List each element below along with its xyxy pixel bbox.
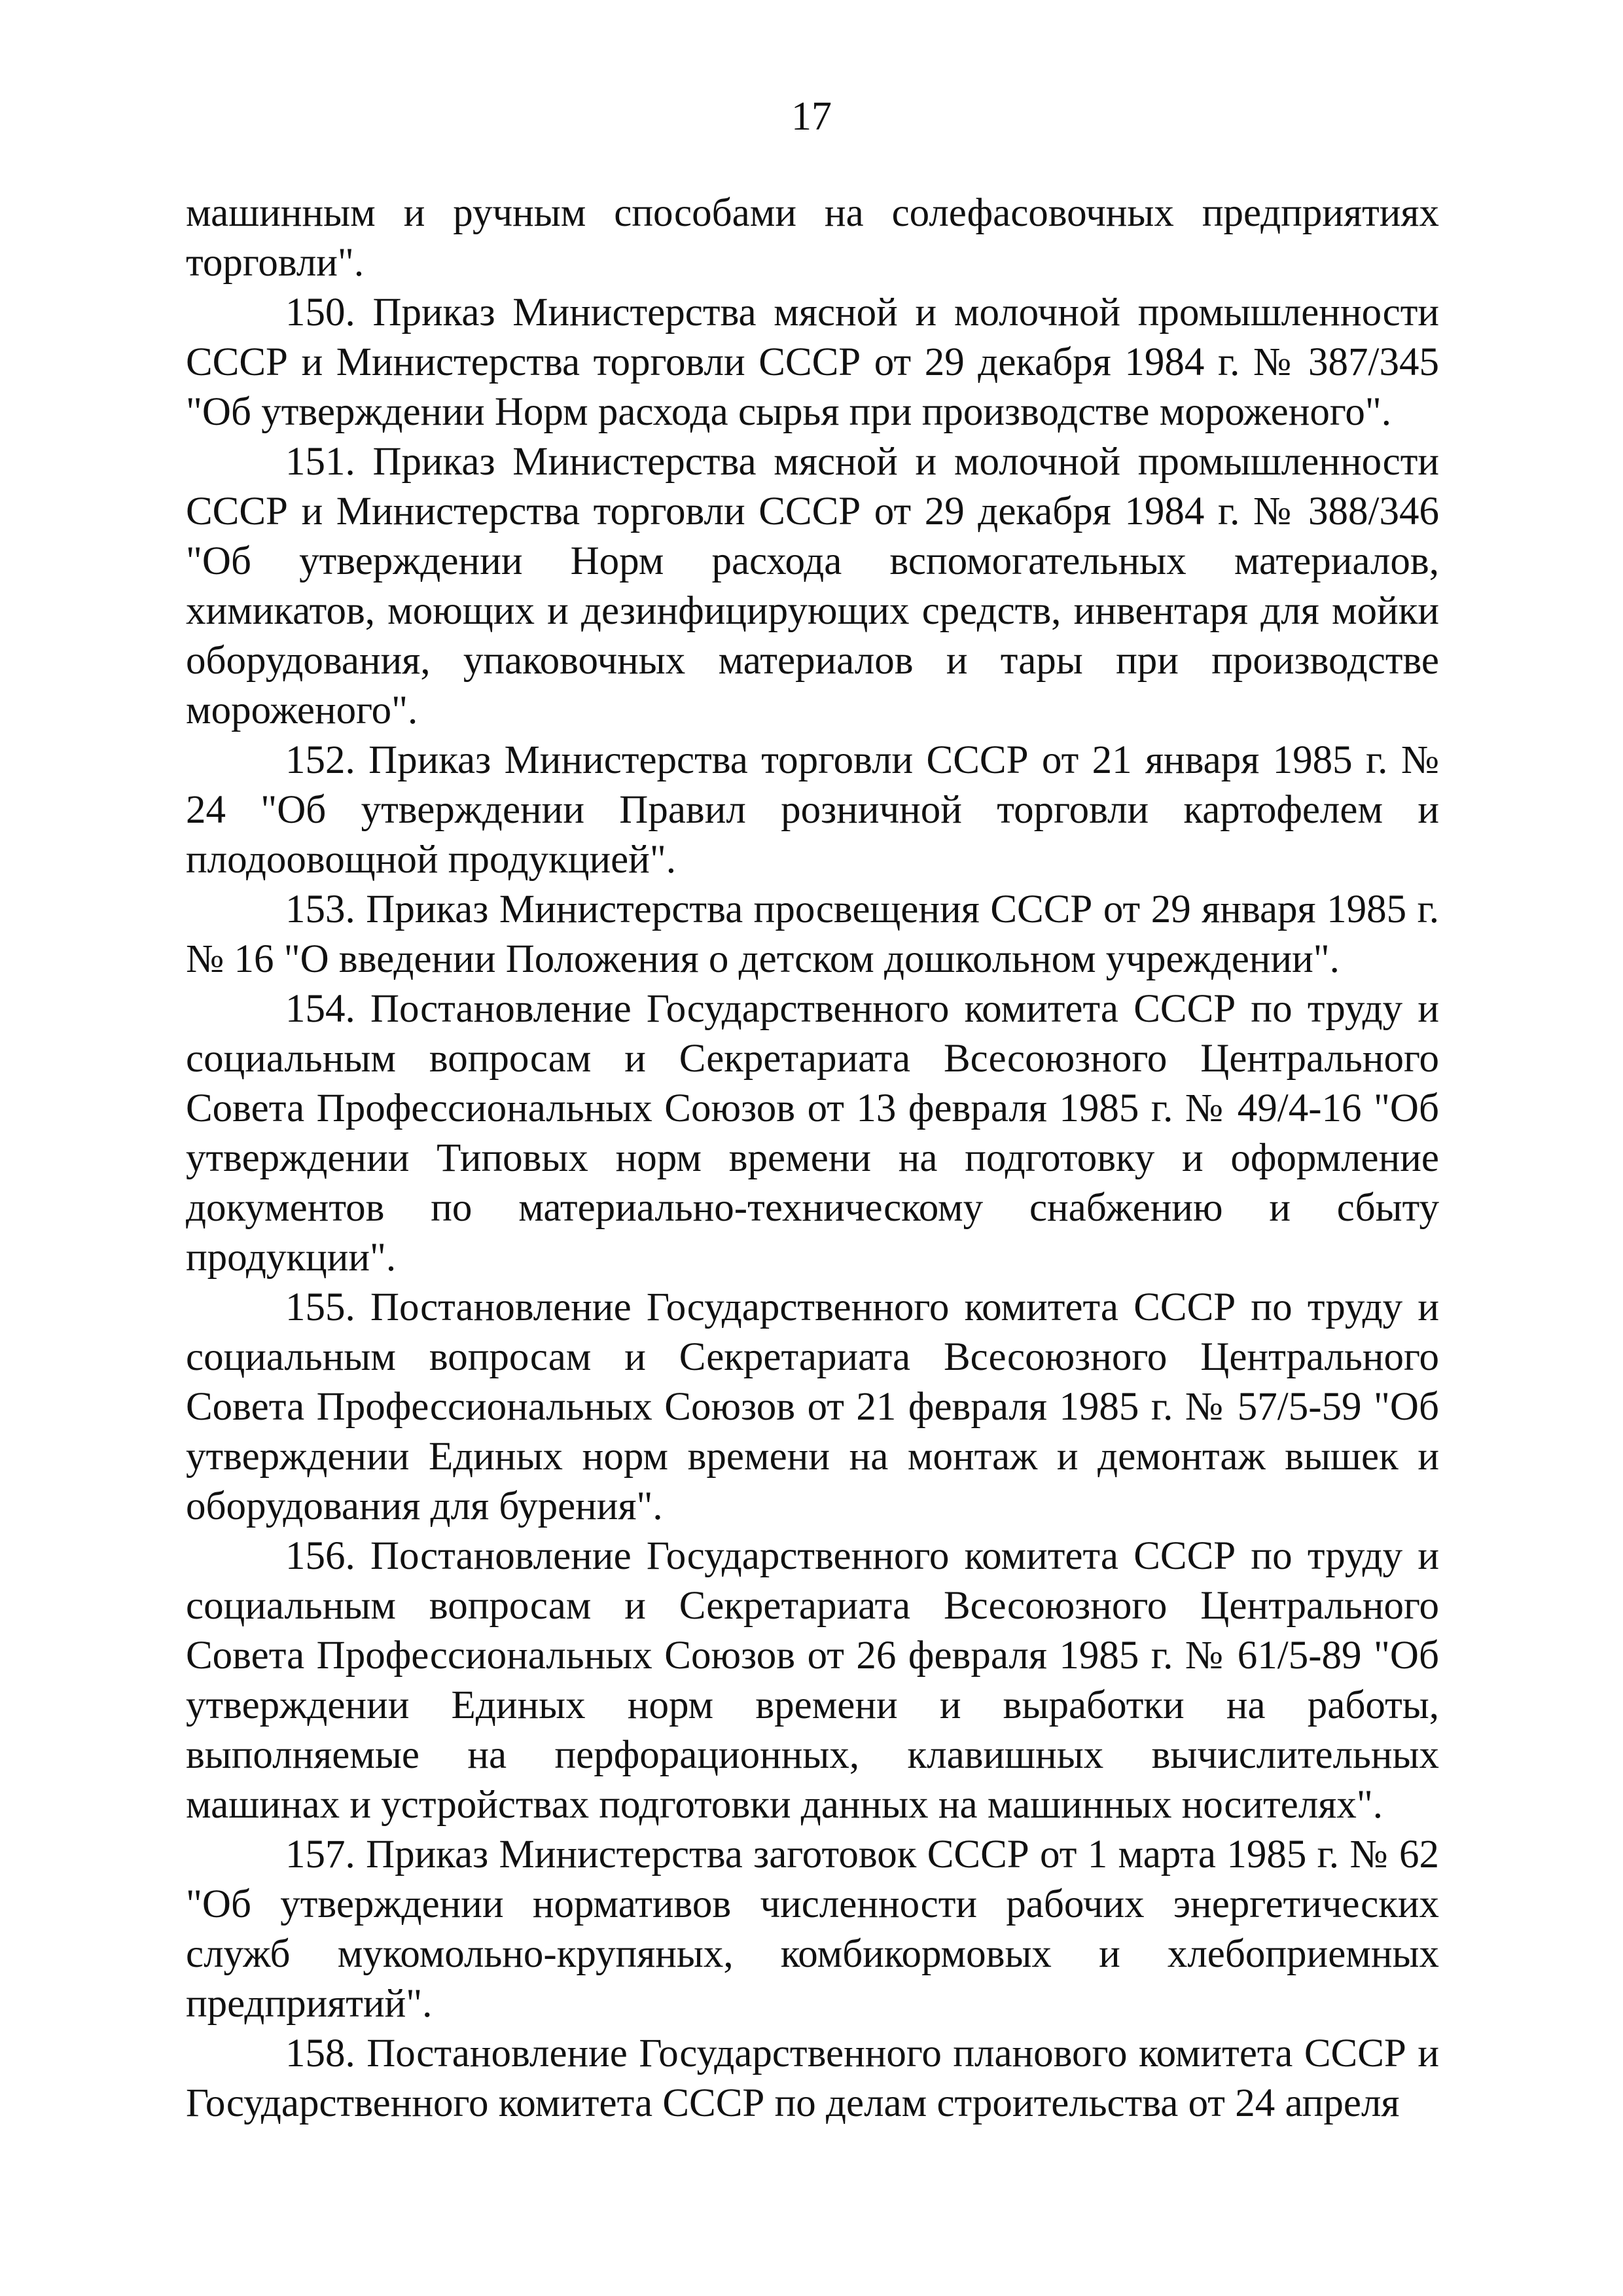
paragraph-item-158: 158. Постановление Государственного планового комитета СССР и Государственного комитета СССР по делам строительства от 24 апреля <box>186 2032 1439 2125</box>
paragraph-item-152: 152. Приказ Министерства торговли СССР от 21 января 1985 г. № 24 "Об утверждении Правил розничной торговли картофелем и плодоовощной продукцией". <box>186 738 1439 882</box>
paragraph-continuation: машинным и ручным способами на солефасовочных предприятиях торговли". <box>186 191 1439 285</box>
paragraph-item-150: 150. Приказ Министерства мясной и молочной промышленности СССР и Министерства торговли СССР от 29 декабря 1984 г. № 387/345 "Об утверждении Норм расхода сырья при производстве мороженого". <box>186 291 1439 434</box>
paragraph-item-156: 156. Постановление Государственного комитета СССР по труду и социальным вопросам и Секретариата Всесоюзного Центрального Совета Профессиональных Союзов от 26 февраля 1985 г. № 61/5-89 "Об утверждении Единых норм времени и выработки на работы, выполняемые на перфорационных, клавишных вычислительных машинах и устройствах подготовки данных на машинных носителях". <box>186 1534 1439 1827</box>
paragraph-item-154: 154. Постановление Государственного комитета СССР по труду и социальным вопросам и Секретариата Всесоюзного Центрального Совета Профессиональных Союзов от 13 февраля 1985 г. № 49/4-16 "Об утверждении Типовых норм времени на подготовку и оформление документов по материально-техническому снабжению и сбыту продукции". <box>186 987 1439 1280</box>
paragraph-item-157: 157. Приказ Министерства заготовок СССР от 1 марта 1985 г. № 62 "Об утверждении нормативов численности рабочих энергетических служб мукомольно-крупяных, комбикормовых и хлебоприемных предприятий". <box>186 1833 1439 2026</box>
paragraph-item-153: 153. Приказ Министерства просвещения СССР от 29 января 1985 г. № 16 "О введении Положения о детском дошкольном учреждении". <box>186 888 1439 981</box>
page-number: 17 <box>791 94 832 139</box>
paragraph-item-151: 151. Приказ Министерства мясной и молочной промышленности СССР и Министерства торговли СССР от 29 декабря 1984 г. № 388/346 "Об утверждении Норм расхода вспомогательных материалов, химикатов, моющих и дезинфицирующих средств, инвентаря для мойки оборудования, упаковочных материалов и тары при производстве мороженого". <box>186 440 1439 732</box>
document-body <box>186 188 1439 2128</box>
paragraph-item-155: 155. Постановление Государственного комитета СССР по труду и социальным вопросам и Секретариата Всесоюзного Центрального Совета Профессиональных Союзов от 21 февраля 1985 г. № 57/5-59 "Об утверждении Единых норм времени на монтаж и демонтаж вышек и оборудования для бурения". <box>186 1285 1439 1528</box>
